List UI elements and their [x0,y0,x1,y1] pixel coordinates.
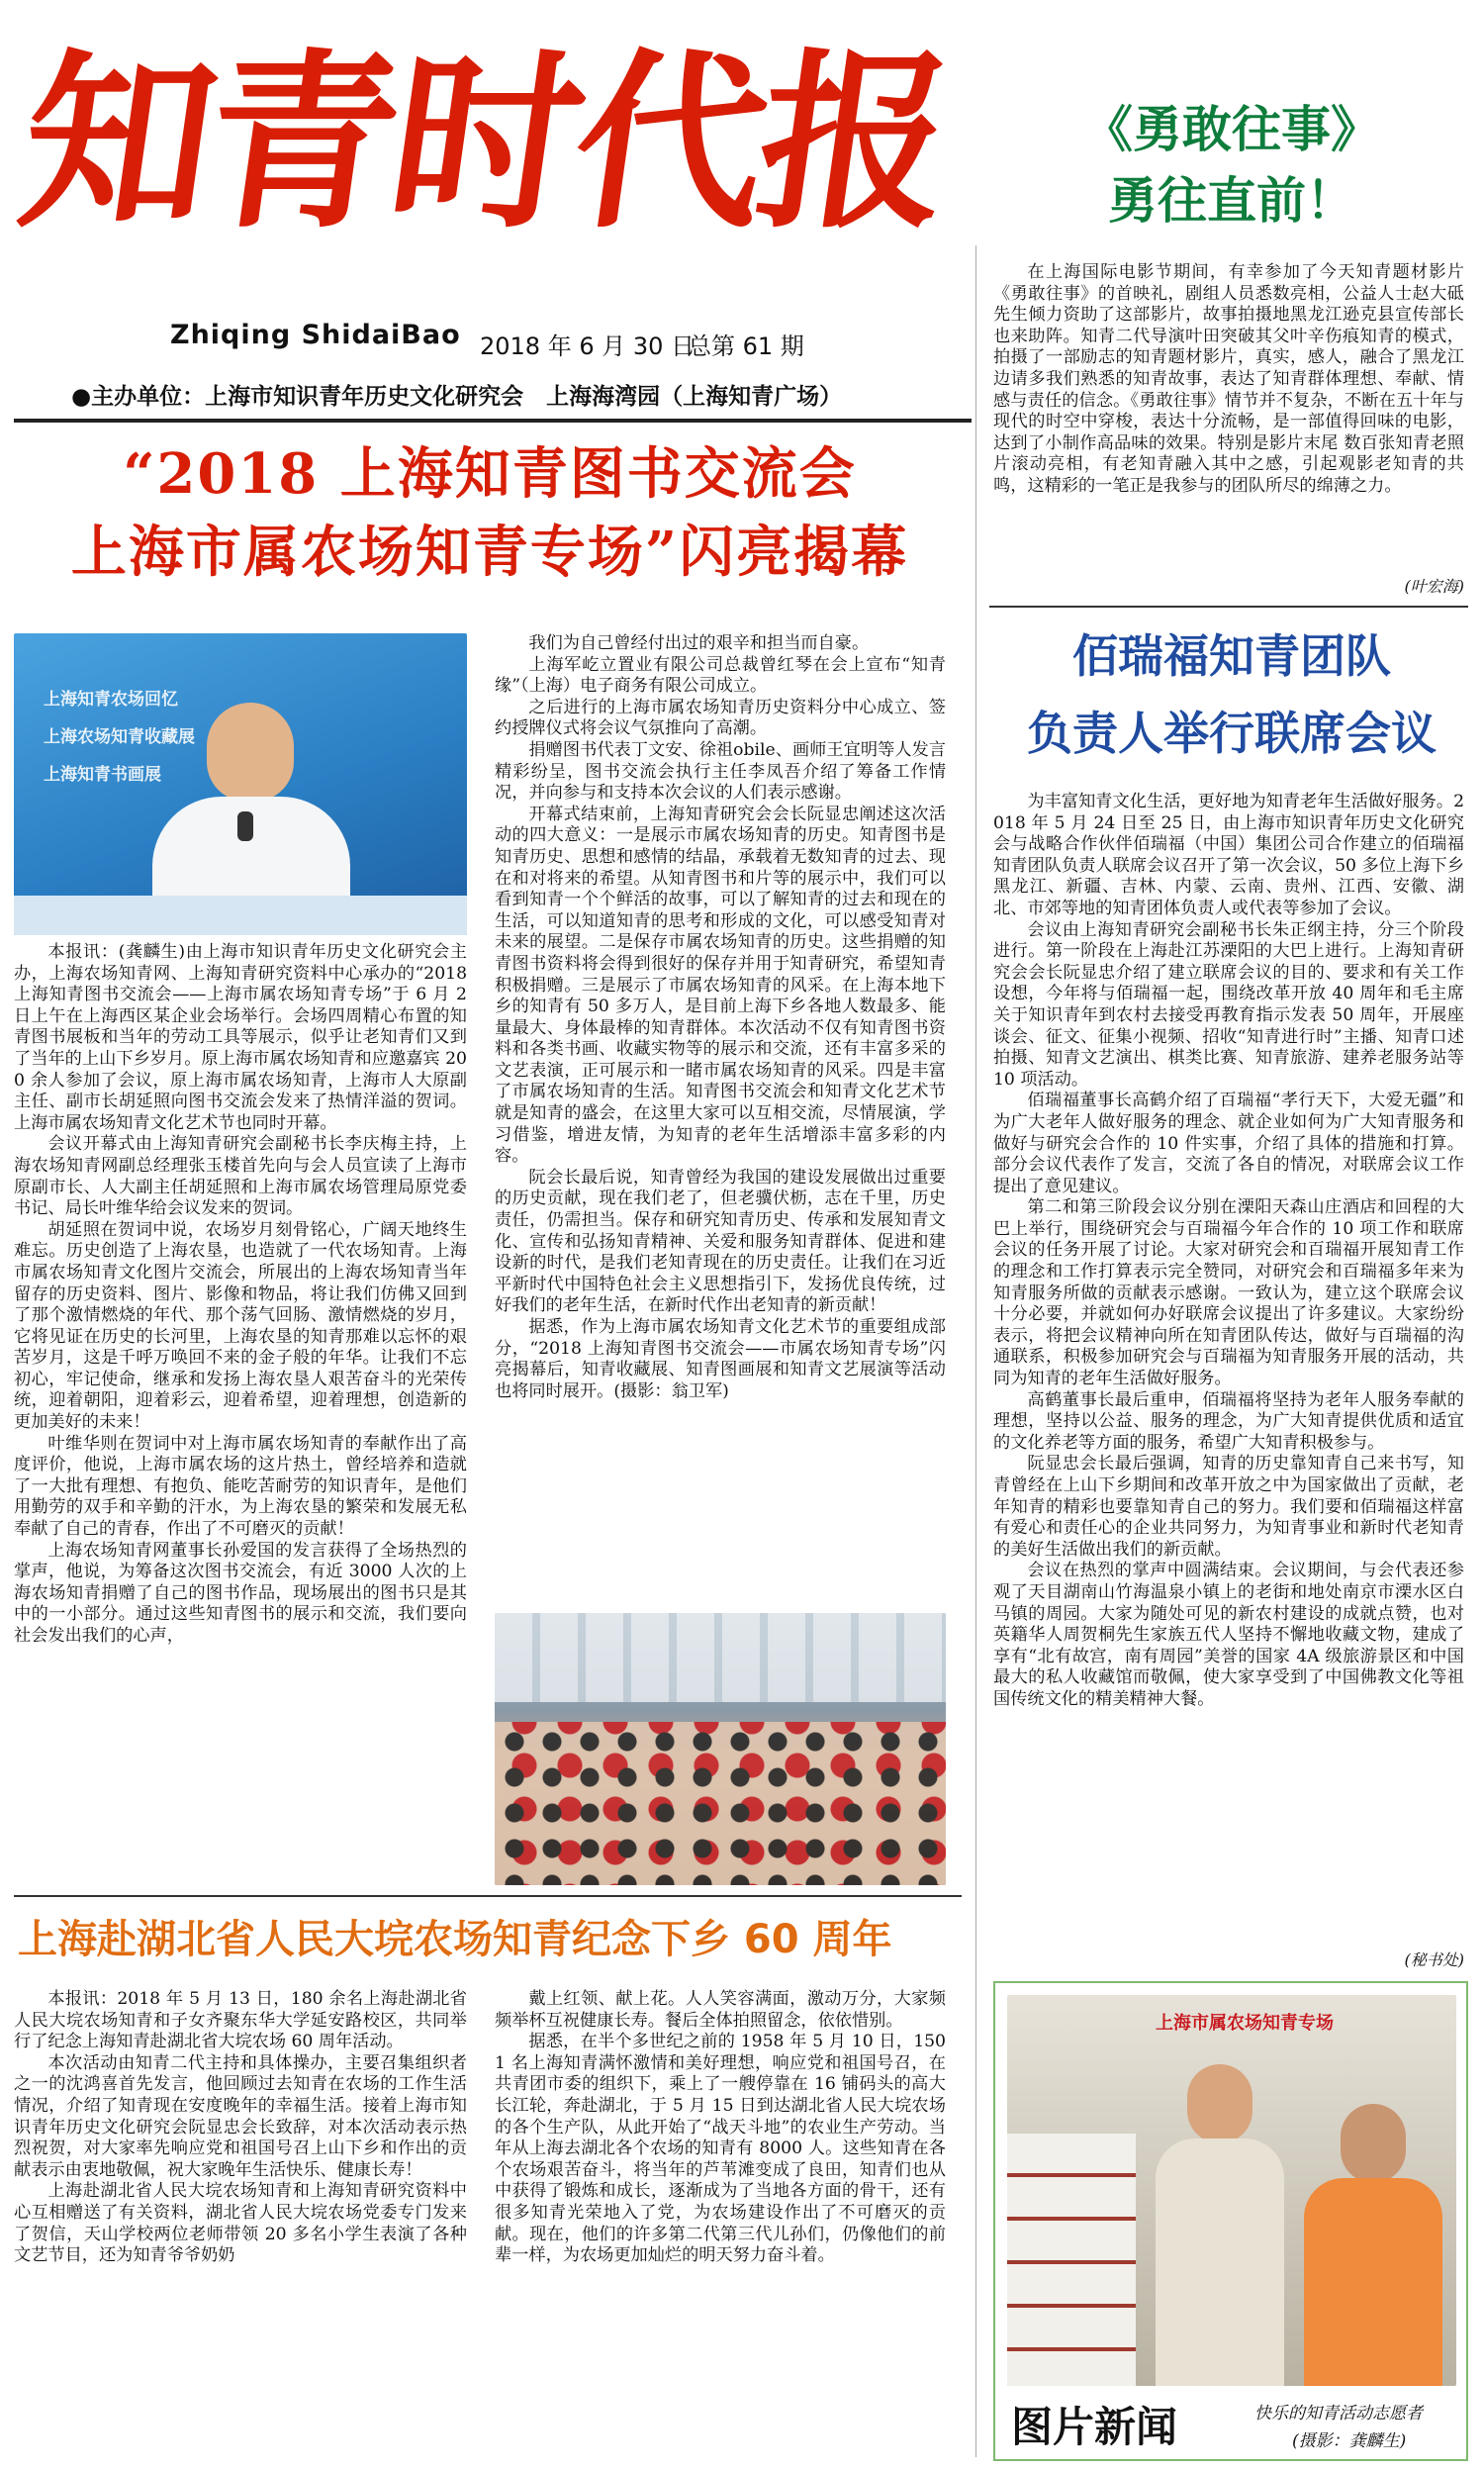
right-mid-body [993,792,1464,1949]
lead-column-1 [14,942,467,1892]
right-mid-signature: (秘书处) [1404,1950,1464,1969]
column-divider [975,245,976,2457]
lead-paragraph: 叶维华则在贺词中对上海市属农场知青的奉献作出了高度评价，他说，上海市属农场的这片热土，曾经培养和造就了一大批有理想、有抱负、能吃苦耐劳的知识青年，是他们用勤劳的双手和辛勤的汗水，为上海农垦的繁荣和发展无私奉献了自己的青春，作出了不可磨灭的贡献！ [14,1433,467,1540]
bottom-column-2 [495,1989,946,2459]
photo-person-right [1304,2104,1442,2386]
right-top-headline-1: 《勇敢往事》 [1083,101,1380,158]
lead-paragraph: 我们为自己曾经付出过的艰辛和担当而自豪。 [528,633,870,653]
right-mid-headline-1: 佰瑞福知青团队 [1072,629,1391,683]
photo-news-caption: 快乐的知青活动志愿者 [1254,2404,1423,2423]
bottom-paragraph: 上海赴湖北省人民大垸农场知青和上海知青研究资料中心互相赠送了有关资料，湖北省人民大垸农场党委专门发来了贺信，天山学校两位老师带领 20 多名小学生表演了各种文艺节目，还为知青爷爷奶奶 [14,2181,467,2266]
masthead-issue: 总第 61 期 [688,333,804,360]
masthead-rule [14,419,972,423]
bottom-paragraph: 戴上红领、献上花。人人笑容满面，激动万分，大家频频举杯互祝健康长寿。餐后全体拍照留念，依依惜别。 [495,1989,946,2031]
lead-headline-1: “2018 上海知青图书交流会 [123,441,857,507]
bottom-paragraph: 本报讯：2018 年 5 月 13 日，180 余名上海赴湖北省人民大垸农场知青和子女齐聚东华大学延安路校区，共同举行了纪念上海知青赴湖北省大垸农场 60 周年活动。 [14,1989,467,2052]
lead-paragraph: 阮会长最后说，知青曾经为我国的建设发展做出过重要的历史贡献，现在我们老了，但老骥伏枥，志在千里，历史责任，仍需担当。保存和研究知青历史、传承和发展知青文化、宣传和弘扬知青精神、关爱和服务知青群体、促进和建设新的时代，是我们老知青现在的历史责任。让我们在习近平新时代中国特色社会主义思想指引下，发扬优良传统，过好我们的老年生活，在新时代作出老知青的新贡献！ [495,1167,946,1316]
right-mid-paragraph: 为丰富知青文化生活，更好地为知青老年生活做好服务。2018 年 5 月 24 日至 25 日，由上海市知识青年历史文化研究会与战略合作伙伴佰瑞福（中国）集团公司合作建立的佰瑞福知青团队负责人联席会议召开了第一次会议，50 多位上海下乡黑龙江、新疆、吉林、内蒙、云南、贵州、江西、安徽、湖北、市郊等地的知青团体负责人或代表等参加了会议。 [993,792,1464,918]
photo-news-label: 图片新闻 [1011,2403,1178,2451]
bottom-headline: 上海赴湖北省人民大垸农场知青纪念下乡 60 周年 [18,1917,892,1962]
right-mid-paragraph: 第二和第三阶段会议分别在溧阳天森山庄酒店和回程的大巴上举行，围绕研究会与百瑞福今年合作的 10 项工作和联席会议的任务开展了讨论。大家对研究会和百瑞福开展知青工作的理念和工作打算表示完全赞同，对研究会和百瑞福多年来为知青服务所做的贡献表示感谢。一致认为，建立这个联席会议十分必要，并就如何办好联席会议提出了许多建议。大家纷纷表示，将把会议精神向所在知青团队传达，做好与百瑞福的沟通联系，积极参加研究会与百瑞福为知青服务开展的活动，共同为知青的老年生活做好服务。 [993,1197,1464,1389]
photo-news-image [1007,1995,1456,2386]
photo-book-display [1007,2134,1136,2386]
lead-paragraph: 据悉，作为上海市属农场知青文化艺术节的重要组成部分，“2018 上海知青图书交流会——市属农场知青专场”闪亮揭幕后，知青收藏展、知青图画展和知青文艺展演等活动也将同时展开。(摄影：翁卫军) [495,1317,946,1401]
right-top-signature: (叶宏海) [1404,577,1464,596]
photo-crowd [495,1722,946,1885]
photo-stage-bottom [14,896,467,935]
lead-paragraph: 胡延照在贺词中说，农场岁月刻骨铭心，广阔天地终生难忘。历史创造了上海农垦，也造就了一代农场知青。上海市属农场知青文化图片交流会，所展出的上海农场知青当年留存的历史资料、图片、影像和物品，将让我们仿佛又回到了那个激情燃烧的年代、那个荡气回肠、激情燃烧的岁月，它将见证在历史的长河里，上海农垦的知青那难以忘怀的艰苦岁月，这是千呼万唤回不来的金子般的年华。让我们不忘初心，牢记使命，继承和发扬上海农垦人艰苦奋斗的光荣传统，迎着朝阳，迎着彩云，迎着希望，迎着理想，创造新的更加美好的未来！ [14,1219,467,1433]
lead-paragraph: 之后进行的上海市属农场知青历史资料分中心成立、签约授牌仪式将会议气氛推向了高潮。 [495,697,946,739]
lead-column-2 [495,633,946,1608]
section-rule [989,606,1468,608]
bottom-column-1 [14,1989,467,2459]
lead-paragraph: 上海军屹立置业有限公司总裁曾红琴在会上宣布“知青缘”（上海）电子商务有限公司成立。 [495,654,946,697]
photo-banner-1: 上海知青农场回忆 [44,690,178,710]
right-mid-headline-2: 负责人举行联席会议 [1027,707,1437,760]
photo-display-boards [495,1613,946,1702]
lead-headline-2: 上海市属农场知青专场”闪亮揭幕 [70,520,909,585]
right-top-paragraph: 在上海国际电影节期间，有幸参加了今天知青题材影片《勇敢往事》的首映礼，剧组人员悉数亮相，公益人士赵大砥先生倾力资助了这部影片，故事拍摄地黑龙江逊克县宣传部长也来助阵。知青二代导演叶田突破其父叶辛伤痕知青的模式，拍摄了一部励志的知青题材影片，真实，感人，融合了黑龙江边请多我们熟悉的知青故事，表达了知青群体理想、奉献、情感与责任的信念。《勇敢往事》情节并不复杂，不断在五十年与现代的时空中穿梭，表达十分流畅，是一部值得回味的电影，达到了小制作高品味的效果。特别是影片末尾 数百张知青老照片滚动亮相，有老知青融入其中之感，引起观影老知青的共鸣，这精彩的一笔正是我参与的团队所尽的绵薄之力。 [993,262,1464,496]
bottom-paragraph: 本次活动由知青二代主持和具体操办，主要召集组织者之一的沈鸿喜首先发言，他回顾过去知青在农场的工作生活情况，介绍了知青现在安度晚年的幸福生活。接着上海市知识青年历史文化研究会阮显忠会长致辞，对本次活动表示热烈祝贺，对大家率先响应党和祖国号召上山下乡和作出的贡献表示由衷地敬佩，祝大家晚年生活快乐、健康长寿！ [14,2052,467,2180]
lead-paragraph: 会议开幕式由上海知青研究会副秘书长李庆梅主持，上海农场知青网副总经理张玉楼首先向与会人员宣读了上海市原副市长、人大副主任胡延照和上海市属农场管理局原党委书记、局长叶维华给会议发来的贺词。 [14,1134,467,1219]
photo-banner-3: 上海知青书画展 [44,765,161,785]
lead-paragraph: 本报讯：(龚麟生)由上海市知识青年历史文化研究会主办，上海农场知青网、上海知青研究资料中心承办的“2018 上海知青图书交流会——上海市属农场知青专场”于 6 月 2 日上午在上海西区某企业会场举行。会场四周精心布置的知青图书展板和当年的劳动工具等展示，似乎让老知青们又到了当年的上山下乡岁月。原上海市属农场知青和应邀嘉宾 200 余人参加了会议，原上海市属农场知青，上海市人大原副主任、副市长胡延照向图书交流会发来了热情洋溢的贺词。上海市属农场知青文化艺术节也同时开幕。 [14,942,467,1133]
lead-photo-speaker [14,633,467,935]
right-mid-paragraph: 佰瑞福董事长高鹤介绍了百瑞福“孝行天下，大爱无疆”和为广大老年人做好服务的理念、就企业如何为广大知青服务和做好与研究会合作的 10 件实事，介绍了具体的措施和打算。部分会议代表作了发言，交流了各自的情况，对联席会议工作提出了意见建议。 [993,1091,1464,1196]
masthead-title: 知青时代报 [8,32,960,254]
right-top-headline-2: 勇往直前！ [1108,172,1355,230]
lead-photo-audience [495,1613,946,1885]
masthead-sponsor: ●主办单位：上海市知识青年历史文化研究会 上海海湾园（上海知青广场） [71,384,843,410]
lead-paragraph: 捐赠图书代表丁文安、徐祖obile、画师王宜明等人发言精彩纷呈，图书交流会执行主任李凤吾介绍了筹备工作情况，并向参与和支持本次会议的人们表示感谢。 [495,739,946,804]
right-mid-paragraph: 高鹤董事长最后重申，佰瑞福将坚持为老年人服务奉献的理想，坚持以公益、服务的理念，为广大知青提供优质和适宜的文化养老等方面的服务，希望广大知青积极参与。 [993,1389,1464,1453]
photo-banner-2: 上海农场知青收藏展 [44,727,195,747]
right-mid-paragraph: 阮显忠会长最后强调，知青的历史靠知青自己来书写，知青曾经在上山下乡期间和改革开放之中为国家做出了贡献，老年知青的精彩也要靠知青自己的努力。我们要和佰瑞福这样富有爱心和责任心的企业共同努力，为知青事业和新时代老知青的美好生活做出我们的新贡献。 [993,1454,1464,1560]
lead-paragraph: 开幕式结束前，上海知青研究会会长阮显忠阐述这次活动的四大意义：一是展示市属农场知青的历史。知青图书是知青历史、思想和感情的结晶，承载着无数知青的过去、现在和对将来的希望。从知青图书和片等的展示中，我们可以看到知青一个个鲜活的故事，可以了解知青的过去和现在的生活，可以知道知青的思考和形成的文化，可以感受知青对未来的展望。二是保存市属农场知青的历史。这些捐赠的知青图书资料将会得到很好的保存并用于知青研究，希望知青积极捐赠。三是展示了市属农场知青的风采。在上海本地下乡的知青有 50 多万人，是目前上海下乡各地人数最多、能量最大、身体最棒的知青群体。本次活动不仅有知青图书资料和各类书画、收藏实物等的展示和交流，还有丰富多采的文艺表演，正可展示和一睹市属农场知青的风采。四是丰富了市属农场知青的生活。知青图书交流会和知青文化艺术节就是知青的盛会，在这里大家可以互相交流，尽情展演，学习借鉴，增进友情，为知青的老年生活增添丰富多彩的内容。 [495,804,946,1167]
right-mid-paragraph: 会议由上海知青研究会副秘书长朱正纲主持，分三个阶段进行。第一阶段在上海赴江苏溧阳的大巴上进行。上海知青研究会会长阮显忠介绍了建立联席会议的目的、要求和有关工作设想，今年将与佰瑞福一起，围绕改革开放 40 周年和毛主席关于知识青年到农村去接受再教育指示发表 50 周年，开展座谈会、征文、征集小视频、招收“知青进行时”主播、知青口述拍摄、知青文艺演出、棋类比赛、知青旅游、建养老服务站等 10 项活动。 [993,919,1464,1090]
lead-paragraph: 上海农场知青网董事长孙爱国的发言获得了全场热烈的掌声，他说，为筹备这次图书交流会，有近 3000 人次的上海农场知青捐赠了自己的图书作品，现场展出的图书只是其中的一小部分。通过这些知青图书的展示和交流，我们要向社会发出我们的心声， [14,1540,467,1646]
section-rule [14,1895,962,1897]
bottom-paragraph: 据悉，在半个多世纪之前的 1958 年 5 月 10 日，1501 名上海知青满怀激情和美好理想，响应党和祖国号召，在共青团市委的组织下，乘上了一艘停靠在 16 铺码头的高大长江轮，奔赴湖北，于 5 月 15 日到达湖北省人民大垸农场的各个生产队，从此开始了“战天斗地”的农业生产劳动。当年从上海去湖北各个农场的知青有 8000 人。这些知青在各个农场艰苦奋斗，将当年的芦苇滩变成了良田，知青们也从中获得了锻炼和成长，逐渐成为了当地各方面的骨干，还有很多知青光荣地入了党，为农场建设作出了不可磨灭的贡献。现在，他们的许多第二代第三代儿孙们，仍像他们的前辈一样，为农场更加灿烂的明天努力奋斗着。 [495,2032,946,2266]
photo-person-left [1156,2064,1284,2386]
right-top-body [993,262,1464,589]
right-mid-paragraph: 会议在热烈的掌声中圆满结束。会议期间，与会代表还参观了天目湖南山竹海温泉小镇上的老街和地处南京市溧水区白马镇的周园。大家为随处可见的新农村建设的成就点赞，也对英籍华人周贺桐先生家族五代人坚持不懈地收藏文物，建成了享有“北有故宫，南有周园”美誉的国家 4A 级旅游景区和中国最大的私人收藏馆而敬佩，使大家享受到了中国佛教文化等祖国传统文化的精美精神大餐。 [993,1561,1464,1709]
photo-news-banner: 上海市属农场知青专场 [1156,2013,1334,2034]
masthead-pinyin: Zhiqing ShidaiBao [170,320,461,350]
photo-news-credit: (摄影：龚麟生) [1292,2431,1407,2451]
masthead-date: 2018 年 6 月 30 日 [480,333,696,360]
photo-news-box [993,1981,1468,2461]
